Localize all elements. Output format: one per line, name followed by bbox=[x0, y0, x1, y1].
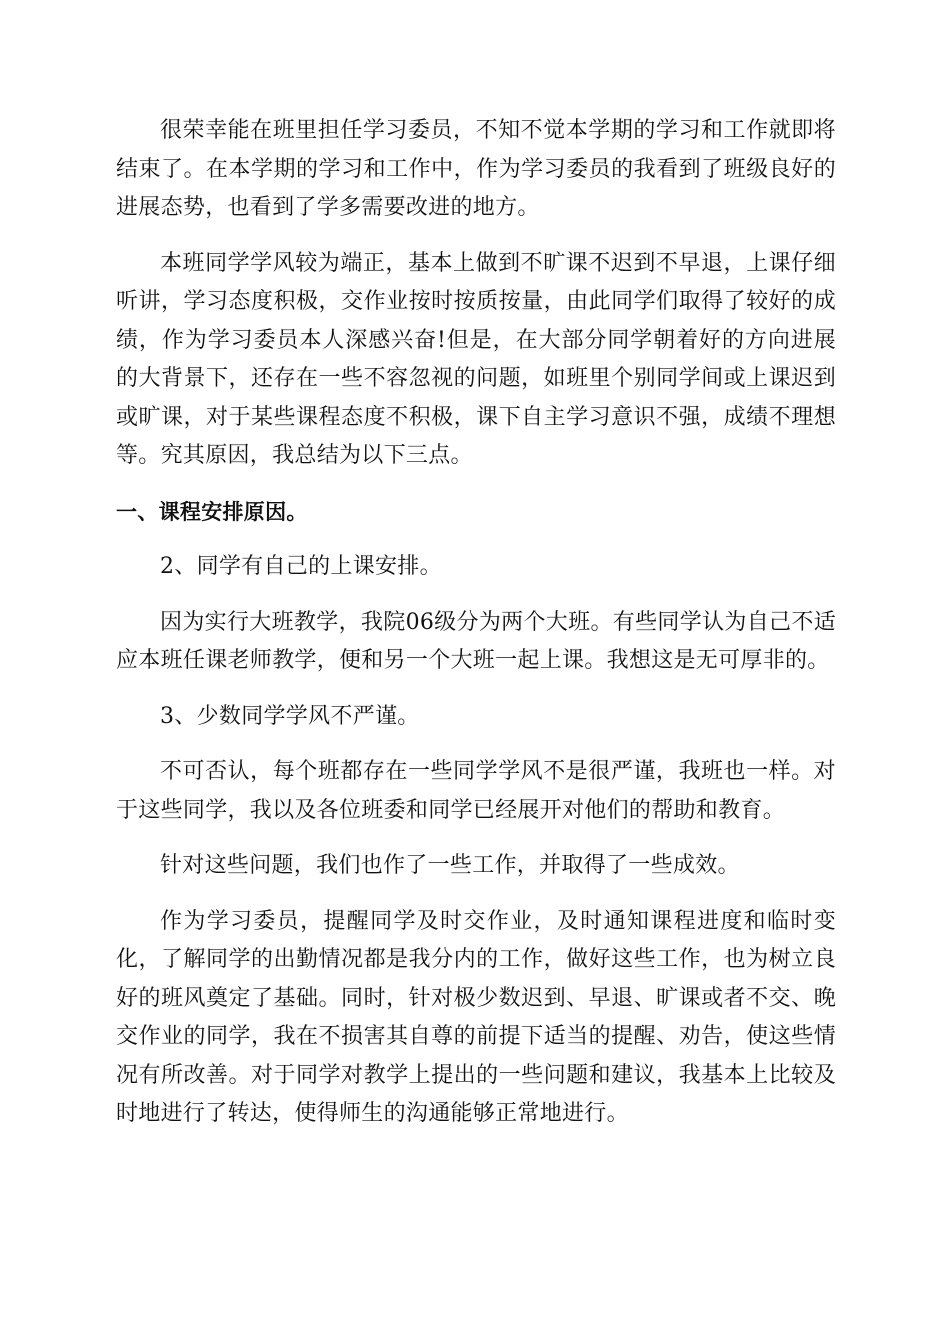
paragraph-intro: 很荣幸能在班里担任学习委员，不知不觉本学期的学习和工作就即将结束了。在本学期的学习和工作中，作为学习委员的我看到了班级良好的进展态势，也看到了学多需要改进的地方。 bbox=[116, 118, 836, 220]
section-heading-course-arrangement: 一、课程安排原因。 bbox=[116, 499, 308, 524]
paragraph-point-2-body: 因为实行大班教学，我院06级分为两个大班。有些同学认为自己不适应本班任课老师教学，便和另一个大班一起上课。我想这是无可厚非的。 bbox=[116, 609, 836, 673]
paragraph-point-3-title: 3、少数同学学风不严谨。 bbox=[160, 703, 420, 729]
paragraph-class-style: 本班同学学风较为端正，基本上做到不旷课不迟到不早退，上课仔细听讲，学习态度积极，交作业按时按质按量，由此同学们取得了较好的成绩，作为学习委员本人深感兴奋!但是，在大部分同学朝着好的方向进展的大背景下，还存在一些不容忽视的问题，如班里个别同学间或上课迟到或旷课，对于某些课程态度不积极，课下自主学习意识不强，成绩不理想等。究其原因，我总结为以下三点。 bbox=[116, 250, 836, 468]
paragraph-point-3-body: 不可否认，每个班都存在一些同学学风不是很严谨，我班也一样。对于这些同学，我以及各位班委和同学已经展开对他们的帮助和教育。 bbox=[116, 759, 836, 823]
paragraph-measures-intro: 针对这些问题，我们也作了一些工作，并取得了一些成效。 bbox=[160, 853, 740, 878]
document-body bbox=[116, 112, 836, 1151]
paragraph-measures-body: 作为学习委员，提醒同学及时交作业，及时通知课程进度和临时变化，了解同学的出勤情况都是我分内的工作，做好这些工作，也为树立良好的班风奠定了基础。同时，针对极少数迟到、早退、旷课或者不交、晚交作业的同学，我在不损害其自尊的前提下适当的提醒、劝告，使这些情况有所改善。对于同学对教学上提出的一些问题和建议，我基本上比较及时地进行了转达，使得师生的沟通能够正常地进行。 bbox=[116, 908, 836, 1126]
paragraph-point-2-title: 2、同学有自己的上课安排。 bbox=[160, 554, 442, 579]
